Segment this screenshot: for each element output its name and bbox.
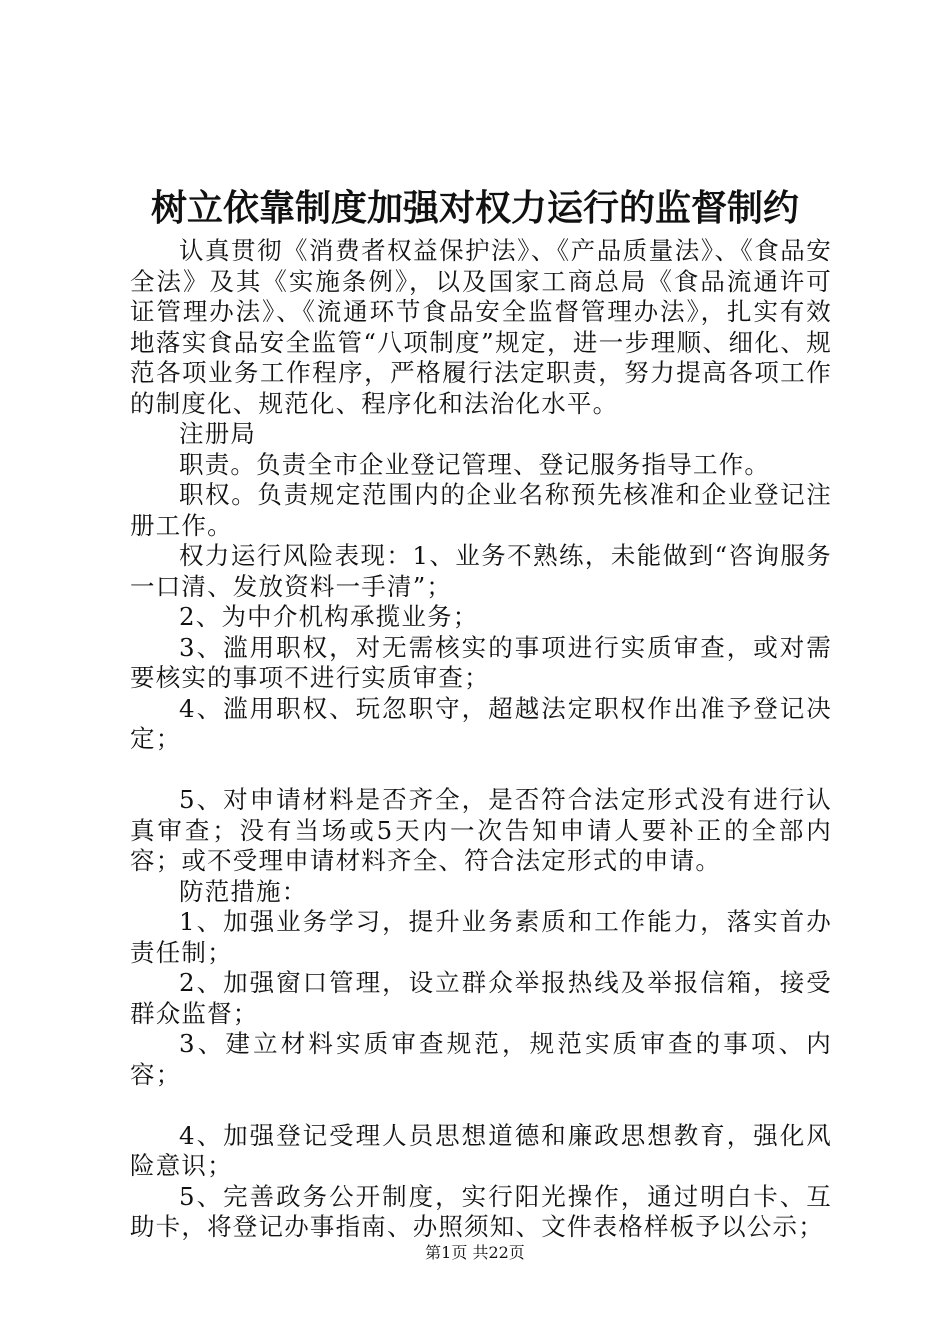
paragraph-powers: 职权。负责规定范围内的企业名称预先核准和企业登记注册工作。	[130, 480, 832, 540]
document-title: 树立依靠制度加强对权力运行的监督制约	[150, 187, 799, 229]
paragraph-intro: 认真贯彻《消费者权益保护法》、《产品质量法》、《食品安全法》及其《实施条例》，以及国家工商总局《食品流通许可证管理办法》、《流通环节食品安全监督管理办法》，扎实有效地落实食品安全监管“八项制度”规定，进一步理顺、细化、规范各项业务工作程序，严格履行法定职责，努力提高各项工作的制度化、规范化、程序化和法治化水平。	[130, 236, 832, 418]
document-body	[130, 236, 832, 1243]
paragraph-measure-1: 1、加强业务学习，提升业务素质和工作能力，落实首办责任制；	[130, 907, 832, 967]
paragraph-risk-2: 2、为中介机构承揽业务；	[179, 602, 479, 631]
paragraph-measure-5: 5、完善政务公开制度，实行阳光操作，通过明白卡、互助卡，将登记办事指南、办照须知、文件表格样板予以公示；	[130, 1181, 832, 1241]
paragraph-section-heading: 注册局	[179, 419, 257, 448]
paragraph-risk-4: 4、滥用职权、玩忽职守，超越法定职权作出准予登记决定；	[130, 693, 832, 753]
paragraph-measure-4: 4、加强登记受理人员思想道德和廉政思想教育，强化风险意识；	[130, 1120, 832, 1180]
paragraph-risk-1: 权力运行风险表现：1、业务不熟练，未能做到“咨询服务一口清、发放资料一手清”；	[130, 541, 832, 601]
page-footer: 第1页 共22页	[425, 1243, 525, 1262]
paragraph-measures-heading: 防范措施：	[179, 876, 308, 906]
paragraph-risk-5: 5、对申请材料是否齐全，是否符合法定形式没有进行认真审查；没有当场或5天内一次告知申请人要补正的全部内容；或不受理申请材料齐全、符合法定形式的申请。	[130, 785, 832, 875]
paragraph-measure-2: 2、加强窗口管理，设立群众举报热线及举报信箱，接受群众监督；	[130, 968, 832, 1028]
paragraph-risk-3: 3、滥用职权，对无需核实的事项进行实质审查，或对需要核实的事项不进行实质审查；	[130, 632, 832, 692]
paragraph-measure-3: 3、建立材料实质审查规范，规范实质审查的事项、内容；	[130, 1029, 832, 1089]
paragraph-duties: 职责。负责全市企业登记管理、登记服务指导工作。	[179, 449, 771, 479]
